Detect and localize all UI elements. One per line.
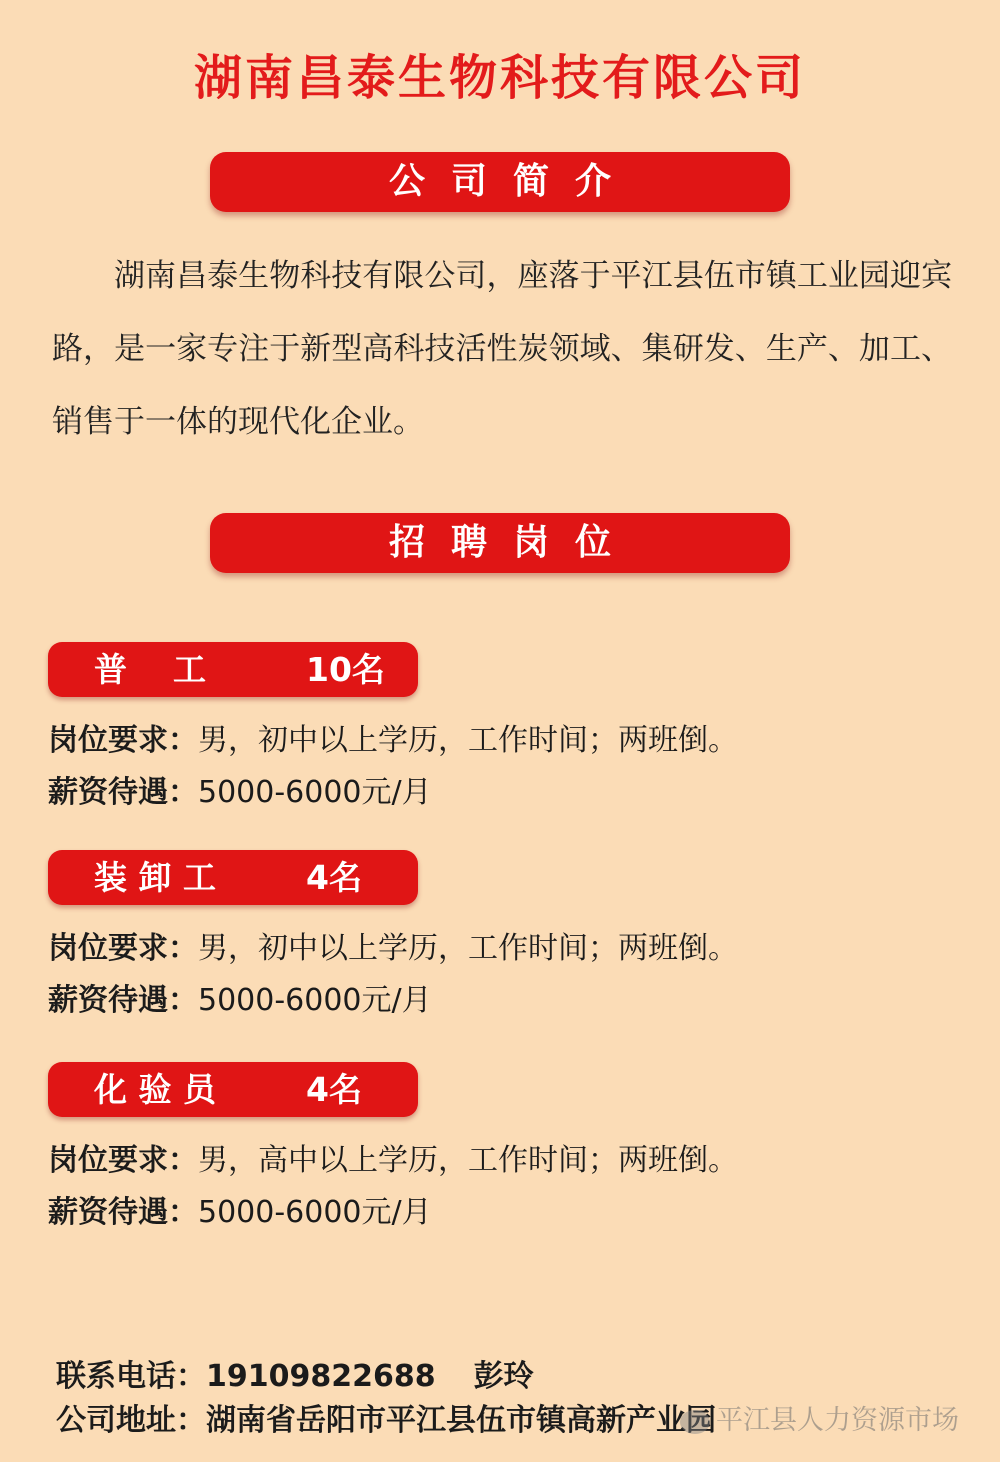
job-count: 4名 bbox=[306, 1070, 362, 1109]
job-badge-loader bbox=[48, 850, 418, 905]
watermark-logo-icon bbox=[680, 1410, 710, 1434]
contact-phone-line bbox=[56, 1354, 534, 1400]
company-intro-text: 湖南昌泰生物科技有限公司，座落于平江县伍市镇工业园迎宾路，是一家专注于新型高科技活性炭领域、集研发、生产、加工、销售于一体的现代化企业。 bbox=[52, 258, 952, 440]
requirement-value: 男，高中以上学历，工作时间；两班倒。 bbox=[198, 1143, 738, 1178]
job-salary-line bbox=[48, 1190, 432, 1236]
job-salary-line bbox=[48, 770, 432, 816]
job-requirement-line bbox=[48, 926, 738, 972]
salary-value: 5000-6000元/月 bbox=[198, 775, 432, 810]
job-requirement-line bbox=[48, 1138, 738, 1184]
salary-label: 薪资待遇： bbox=[48, 775, 198, 810]
requirement-label: 岗位要求： bbox=[48, 723, 198, 758]
salary-value: 5000-6000元/月 bbox=[198, 983, 432, 1018]
requirement-label: 岗位要求： bbox=[48, 1143, 198, 1178]
job-requirement-line bbox=[48, 718, 738, 764]
job-count: 10名 bbox=[306, 650, 385, 689]
job-badge-lab-tester bbox=[48, 1062, 418, 1117]
company-title: 湖南昌泰生物科技有限公司 bbox=[193, 50, 806, 106]
phone-number: 19109822688 bbox=[206, 1359, 436, 1394]
watermark-text: 平江县人力资源市场 bbox=[716, 1405, 959, 1436]
jobs-section-banner: 招聘岗位 bbox=[210, 513, 790, 573]
salary-value: 5000-6000元/月 bbox=[198, 1195, 432, 1230]
phone-label: 联系电话： bbox=[56, 1359, 206, 1394]
job-title: 装 卸 工 bbox=[94, 858, 216, 897]
job-title: 普 工 bbox=[94, 650, 206, 689]
job-title: 化 验 员 bbox=[94, 1070, 216, 1109]
address-label: 公司地址： bbox=[56, 1403, 206, 1438]
intro-section-banner: 公司简介 bbox=[210, 152, 790, 212]
job-count: 4名 bbox=[306, 858, 362, 897]
salary-label: 薪资待遇： bbox=[48, 1195, 198, 1230]
salary-label: 薪资待遇： bbox=[48, 983, 198, 1018]
address-value: 湖南省岳阳市平江县伍市镇高新产业园 bbox=[206, 1403, 716, 1438]
requirement-value: 男，初中以上学历，工作时间；两班倒。 bbox=[198, 723, 738, 758]
job-salary-line bbox=[48, 978, 432, 1024]
job-badge-general-worker bbox=[48, 642, 418, 697]
requirement-value: 男，初中以上学历，工作时间；两班倒。 bbox=[198, 931, 738, 966]
contact-person: 彭玲 bbox=[473, 1359, 534, 1394]
contact-address-line bbox=[56, 1398, 716, 1444]
watermark bbox=[680, 1398, 959, 1444]
requirement-label: 岗位要求： bbox=[48, 931, 198, 966]
